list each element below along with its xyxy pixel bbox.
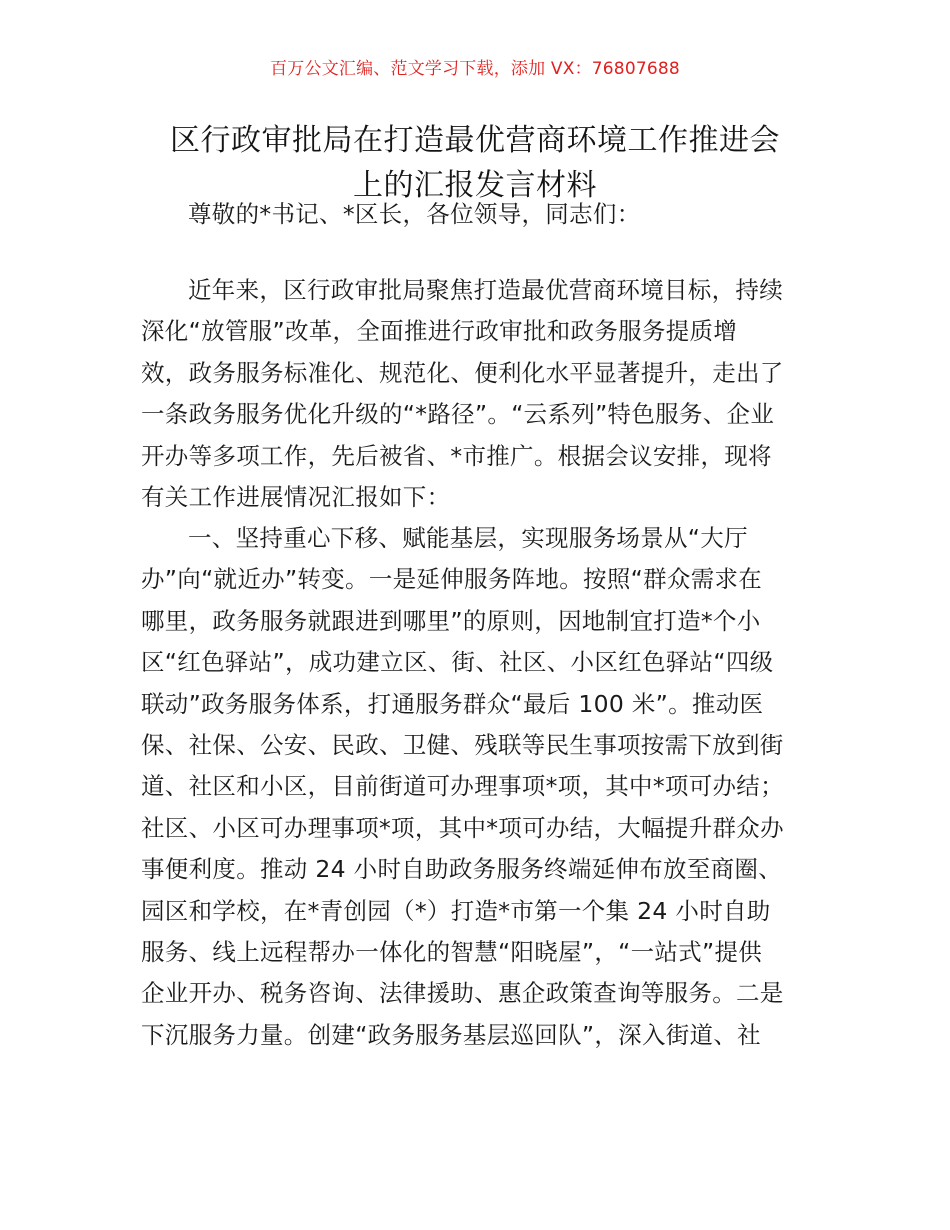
- paragraph-line: 事便利度。推动 24 小时自助政务服务终端延伸布放至商圈、: [141, 855, 783, 884]
- paragraph-line: 近年来，区行政审批局聚焦打造最优营商环境目标，持续: [188, 276, 783, 304]
- paragraph-line: 保、社保、公安、民政、卫健、残联等民生事项按需下放到街: [141, 731, 784, 760]
- paragraph-line: 社区、小区可办理事项*项，其中*项可办结，大幅提升群众办: [141, 813, 784, 842]
- paragraph-line: 区“红色驿站”，成功建立区、街、社区、小区红色驿站“四级: [141, 648, 774, 677]
- paragraph-line: 企业开办、税务咨询、法律援助、惠企政策查询等服务。二是: [141, 979, 784, 1008]
- paragraph-line: 开办等多项工作，先后被省、*市推广。根据会议安排，现将: [141, 441, 772, 470]
- watermark-header: 百万公文汇编、范文学习下载，添加 VX：76807688: [270, 59, 680, 79]
- paragraph-line: 深化“放管服”改革，全面推进行政审批和政务服务提质增: [141, 317, 738, 346]
- section-one-paragraph: [141, 518, 817, 1056]
- paragraph-line: 联动”政务服务体系，打通服务群众“最后 100 米”。推动医: [141, 689, 764, 718]
- paragraph-line: 有关工作进展情况汇报如下：: [141, 483, 451, 512]
- intro-paragraph: [141, 270, 817, 518]
- paragraph-line: 哪里，政务服务就跟进到哪里”的原则，因地制宜打造*个小: [141, 606, 761, 635]
- title-line: 区行政审批局在打造最优营商环境工作推进会: [170, 123, 780, 158]
- title-line: 上的汇报发言材料: [353, 168, 597, 203]
- paragraph-line: 园区和学校，在*青创园（*）打造*市第一个集 24 小时自助: [141, 896, 771, 925]
- greeting-paragraph: [141, 194, 817, 235]
- paragraph-line: 服务、线上远程帮办一体化的智慧“阳晓屋”，“一站式”提供: [141, 938, 763, 967]
- paragraph-line: 办”向“就近办”转变。一是延伸服务阵地。按照“群众需求在: [141, 565, 763, 594]
- paragraph-line: 一条政务服务优化升级的“*路径”。“云系列”特色服务、企业: [141, 400, 775, 429]
- paragraph-line: 道、社区和小区，目前街道可办理事项*项，其中*项可办结；: [141, 772, 784, 801]
- greeting-line: 尊敬的*书记、*区长，各位领导，同志们：: [188, 200, 641, 228]
- paragraph-line: 下沉服务力量。创建“政务服务基层巡回队”，深入街道、社: [141, 1020, 761, 1049]
- paragraph-line: 效，政务服务标准化、规范化、便利化水平显著提升，走出了: [141, 358, 784, 387]
- paragraph-line: 一、坚持重心下移、赋能基层，实现服务场景从“大厅: [188, 524, 748, 552]
